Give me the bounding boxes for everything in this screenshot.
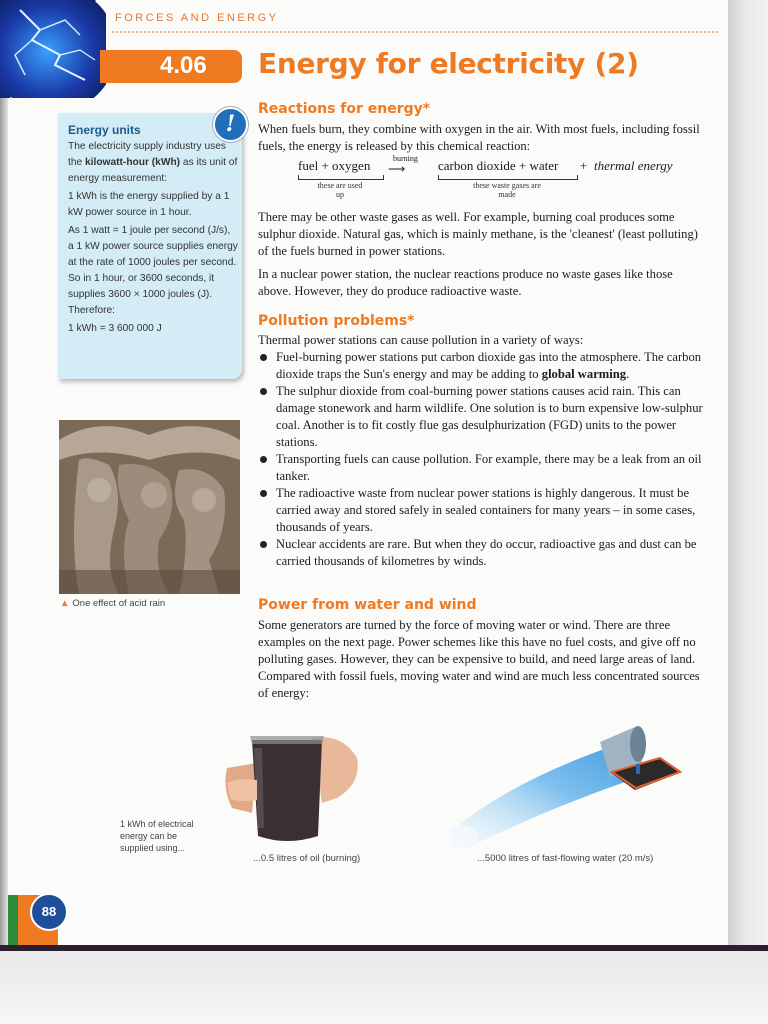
heading-reactions: Reactions for energy*	[258, 101, 431, 117]
oil-caption: ...0.5 litres of oil (burning)	[253, 853, 361, 864]
list-item: The radioactive waste from nuclear power stations is highly dangerous. It must be carried away and stored safely in sealed containers for many years – in some cases, thousands of years.	[258, 485, 708, 536]
beaker-of-oil-illustration	[222, 728, 362, 846]
reactions-para-2: There may be other waste gases as well. For example, burning coal produces some sulphur dioxide. Natural gas, which is mainly methane, is the 'cleanest' (least polluting) of the fuels burned in power stations.	[258, 210, 698, 258]
page-title: Energy for electricity (2)	[258, 47, 639, 80]
eq-sub-left: these are used up	[317, 181, 363, 199]
energy-units-box	[58, 113, 242, 379]
box-para-3: As 1 watt = 1 joule per second (J/s), a 1 kW power source supplies energy at the rate of 1000 joules per second. So in 1 hour, or 3600 seconds, it supplies 3600 × 1000 joules (J). Therefore:	[68, 225, 238, 316]
list-item: The sulphur dioxide from coal-burning power stations causes acid rain. This can damage stonework and harm wildlife. One solution is to burn expensive low-sulphur coal. Another is to fit costly flue gas desulphurization (FGD) units to the power stations.	[258, 383, 708, 451]
eq-arrow-label: burning	[393, 154, 418, 163]
water-caption: ...5000 litres of fast-flowing water (20 m/s)	[477, 853, 654, 864]
eq-plus: +	[580, 158, 588, 173]
unit-number: 4.06	[160, 52, 207, 79]
eq-sub-right: these waste gases are made	[473, 181, 541, 199]
box-title: Energy units	[68, 123, 141, 137]
facing-page-edge	[728, 0, 768, 950]
lightning-ball-graphic	[0, 0, 106, 98]
list-item: Transporting fuels can cause pollution. For example, there may be a leak from an oil tanker.	[258, 451, 708, 485]
box-para-4: 1 kWh = 3 600 000 J	[68, 323, 162, 334]
chemical-equation	[298, 154, 698, 206]
photo-caption: ▲ One effect of acid rain	[60, 598, 166, 609]
page-spine-shadow	[0, 0, 8, 945]
scan-background	[0, 951, 768, 1024]
page-tab-green	[8, 895, 18, 945]
acid-rain-statue-photo	[59, 420, 240, 594]
pollution-intro: Thermal power stations can cause pollution in a variety of ways:	[258, 333, 584, 347]
reactions-para-3: In a nuclear power station, the nuclear reactions produce no waste gases like those above. However, they do produce radioactive waste.	[258, 267, 673, 298]
page-number-badge: 88	[30, 893, 68, 931]
dotted-rule	[112, 31, 718, 33]
brace-right	[438, 175, 578, 180]
pollution-body	[258, 332, 708, 570]
list-item: Nuclear accidents are rare. But when they do occur, radioactive gas and dust can be carried thousands of kilometres by winds.	[258, 536, 708, 570]
water-pipe-illustration	[450, 722, 690, 852]
section-label: FORCES AND ENERGY	[115, 12, 279, 24]
kwh-figure-label: 1 kWh of electrical energy can be supplied using...	[120, 819, 194, 853]
reactions-intro: When fuels burn, they combine with oxygen in the air. With most fuels, including fossil fuels, the energy is released by this chemical reaction:	[258, 122, 700, 153]
pollution-list	[258, 349, 708, 570]
reactions-body	[258, 209, 708, 306]
triangle-icon: ▲	[60, 598, 70, 609]
exclamation-icon: !	[213, 107, 248, 142]
brace-left	[298, 175, 384, 180]
eq-reactants: fuel + oxygen	[298, 158, 371, 173]
heading-pollution: Pollution problems*	[258, 313, 415, 329]
eq-products: carbon dioxide + water	[438, 158, 559, 173]
water-wind-para: Some generators are turned by the force of moving water or wind. There are three examples on the next page. Power schemes like this have no fuel costs, and give off no polluting gases. However, they can be expensive to build, and need large areas of land. Compared with fossil fuels, moving water and wind are much less concentrated sources of energy:	[258, 618, 700, 700]
list-item: Fuel-burning power stations put carbon dioxide gas into the atmosphere. The carbon dioxide traps the Sun's energy and may be adding to global warming.	[258, 349, 708, 383]
eq-energy: thermal energy	[594, 158, 673, 173]
arrow-icon: ⟶	[388, 162, 406, 176]
box-para-2: 1 kWh is the energy supplied by a 1 kW power source in 1 hour.	[68, 191, 230, 218]
heading-water-wind: Power from water and wind	[258, 597, 477, 613]
box-para-1: The electricity supply industry uses the kilowatt-hour (kWh) as its unit of energy measurement:	[68, 141, 238, 184]
